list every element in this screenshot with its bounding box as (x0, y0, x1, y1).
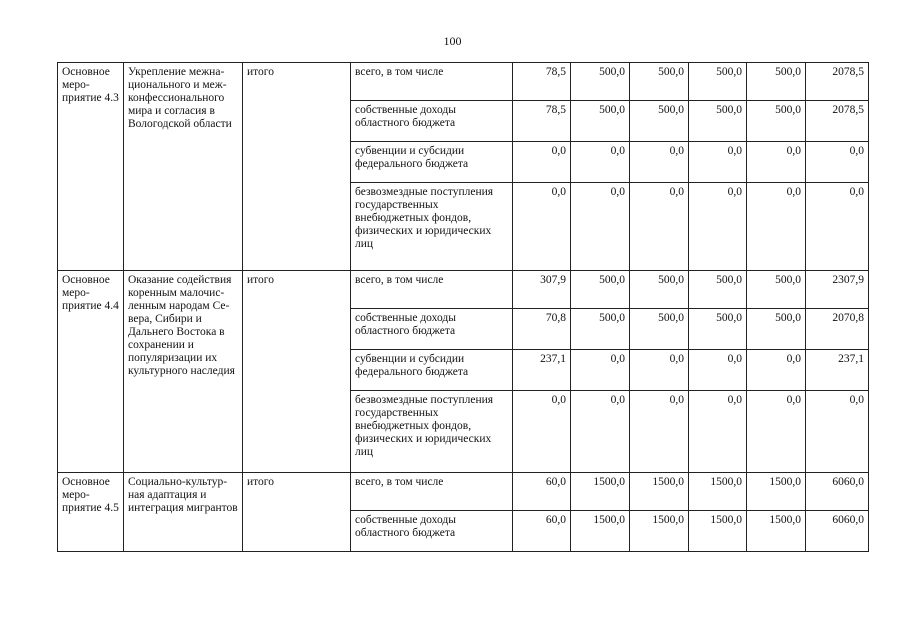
value-cell: 500,0 (630, 309, 689, 350)
value-cell: 500,0 (689, 101, 747, 142)
value-cell: 500,0 (747, 271, 806, 309)
funding-source-cell: собственные доходы областного бюджета (351, 511, 513, 552)
value-cell: 1500,0 (747, 511, 806, 552)
value-cell: 0,0 (513, 142, 571, 183)
row-total-value-cell: 2070,8 (806, 309, 869, 350)
value-cell: 500,0 (747, 309, 806, 350)
value-cell: 0,0 (630, 142, 689, 183)
value-cell: 0,0 (747, 350, 806, 391)
value-cell: 1500,0 (689, 473, 747, 511)
value-cell: 0,0 (571, 350, 630, 391)
row-total-value-cell: 6060,0 (806, 511, 869, 552)
row-total-value-cell: 0,0 (806, 391, 869, 473)
value-cell: 0,0 (571, 142, 630, 183)
value-cell: 500,0 (689, 309, 747, 350)
value-cell: 78,5 (513, 101, 571, 142)
value-cell: 500,0 (571, 63, 630, 101)
row-total-value-cell: 237,1 (806, 350, 869, 391)
value-cell: 0,0 (689, 142, 747, 183)
funding-source-cell: собственные доходы областного бюджета (351, 309, 513, 350)
event-type-cell: Основное меро-приятие 4.4 (58, 271, 124, 473)
value-cell: 1500,0 (571, 473, 630, 511)
total-label-cell: итого (243, 271, 351, 473)
value-cell: 1500,0 (630, 511, 689, 552)
value-cell: 500,0 (689, 63, 747, 101)
row-total-value-cell: 2078,5 (806, 101, 869, 142)
value-cell: 1500,0 (689, 511, 747, 552)
event-name-cell: Оказание содействия коренным малочис-ленным народам Се-вера, Сибири и Дальнего Востока в сохранении и популяризации их культурного наследия (124, 271, 243, 473)
value-cell: 0,0 (747, 391, 806, 473)
funding-source-cell: безвозмездные поступления государственных внебюджетных фондов, физических и юридических лиц (351, 391, 513, 473)
table-row (58, 473, 869, 511)
page-number: 100 (443, 34, 462, 48)
value-cell: 0,0 (571, 183, 630, 271)
value-cell: 500,0 (630, 101, 689, 142)
value-cell: 237,1 (513, 350, 571, 391)
budget-table (57, 62, 869, 552)
value-cell: 0,0 (747, 142, 806, 183)
value-cell: 500,0 (689, 271, 747, 309)
table-row (58, 271, 869, 309)
value-cell: 307,9 (513, 271, 571, 309)
value-cell: 0,0 (630, 350, 689, 391)
value-cell: 0,0 (571, 391, 630, 473)
value-cell: 500,0 (747, 101, 806, 142)
value-cell: 60,0 (513, 511, 571, 552)
value-cell: 0,0 (630, 391, 689, 473)
event-type-cell: Основное меро-приятие 4.5 (58, 473, 124, 552)
value-cell: 500,0 (571, 101, 630, 142)
funding-source-cell: всего, в том числе (351, 63, 513, 101)
value-cell: 1500,0 (630, 473, 689, 511)
value-cell: 500,0 (630, 63, 689, 101)
event-name-cell: Социально-культур-ная адаптация и интеграция мигрантов (124, 473, 243, 552)
funding-source-cell: субвенции и субсидии федерального бюджета (351, 350, 513, 391)
value-cell: 500,0 (571, 271, 630, 309)
row-total-value-cell: 2307,9 (806, 271, 869, 309)
total-label-cell: итого (243, 63, 351, 271)
table-row (58, 63, 869, 101)
row-total-value-cell: 0,0 (806, 183, 869, 271)
total-label-cell: итого (243, 473, 351, 552)
value-cell: 0,0 (513, 183, 571, 271)
value-cell: 500,0 (747, 63, 806, 101)
event-name-cell: Укрепление межна-ционального и меж-конфессионального мира и согласия в Вологодской области (124, 63, 243, 271)
event-type-cell: Основное меро-приятие 4.3 (58, 63, 124, 271)
value-cell: 0,0 (747, 183, 806, 271)
row-total-value-cell: 2078,5 (806, 63, 869, 101)
value-cell: 70,8 (513, 309, 571, 350)
value-cell: 500,0 (571, 309, 630, 350)
funding-source-cell: субвенции и субсидии федерального бюджета (351, 142, 513, 183)
value-cell: 1500,0 (571, 511, 630, 552)
funding-source-cell: собственные доходы областного бюджета (351, 101, 513, 142)
value-cell: 78,5 (513, 63, 571, 101)
value-cell: 0,0 (689, 391, 747, 473)
value-cell: 0,0 (630, 183, 689, 271)
value-cell: 1500,0 (747, 473, 806, 511)
funding-source-cell: всего, в том числе (351, 271, 513, 309)
funding-source-cell: безвозмездные поступления государственных внебюджетных фондов, физических и юридических лиц (351, 183, 513, 271)
value-cell: 60,0 (513, 473, 571, 511)
table-body (58, 63, 869, 552)
row-total-value-cell: 0,0 (806, 142, 869, 183)
value-cell: 0,0 (689, 183, 747, 271)
value-cell: 500,0 (630, 271, 689, 309)
funding-source-cell: всего, в том числе (351, 473, 513, 511)
value-cell: 0,0 (513, 391, 571, 473)
value-cell: 0,0 (689, 350, 747, 391)
row-total-value-cell: 6060,0 (806, 473, 869, 511)
